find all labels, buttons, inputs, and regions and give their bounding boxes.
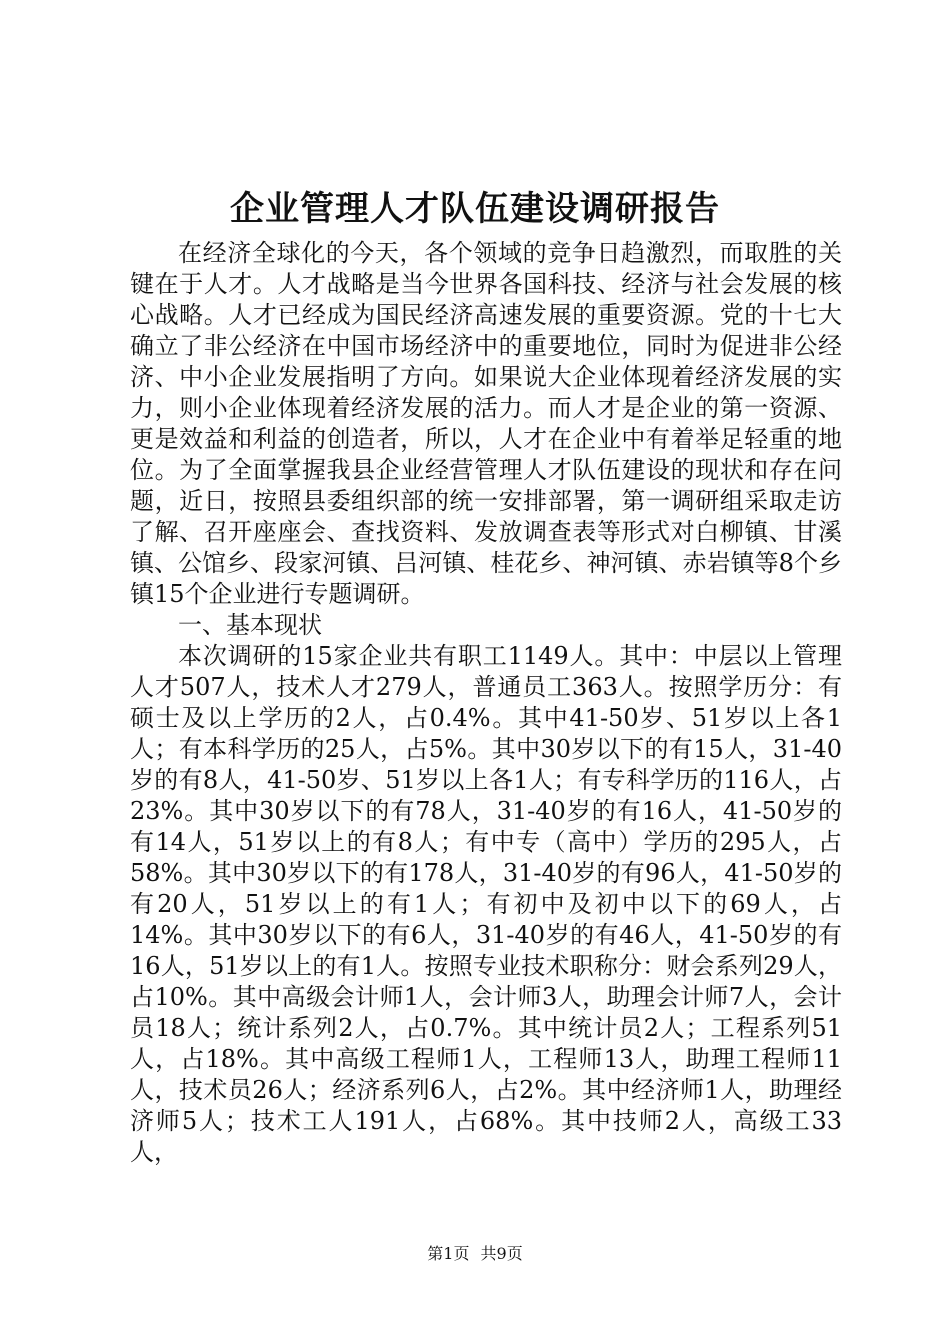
section-heading-basic-status: 一、基本现状 xyxy=(178,611,322,639)
document-title: 企业管理人才队伍建设调研报告 xyxy=(230,189,720,229)
page-number: 第1页 xyxy=(427,1244,470,1263)
intro-paragraph: 在经济全球化的今天，各个领域的竞争日趋激烈，而取胜的关键在于人才。人才战略是当今世界各国科技、经济与社会发展的核心战略。人才已经成为国民经济高速发展的重要资源。党的十七大确立了非公经济在中国市场经济中的重要地位，同时为促进非公经济、中小企业发展指明了方向。如果说大企业体现着经济发展的实力，则小企业体现着经济发展的活力。而人才是企业的第一资源、更是效益和利益的创造者，所以，人才在企业中有着举足轻重的地位。为了全面掌握我县企业经营管理人才队伍建设的现状和存在问题，近日，按照县委组织部的统一安排部署，第一调研组采取走访了解、召开座座会、查找资料、发放调查表等形式对白柳镇、甘溪镇、公馆乡、段家河镇、吕河镇、桂花乡、神河镇、赤岩镇等8个乡镇15个企业进行专题调研。 xyxy=(130,239,842,608)
document-body xyxy=(130,238,842,1168)
page-footer xyxy=(0,1242,950,1266)
statistics-paragraph: 本次调研的15家企业共有职工1149人。其中：中层以上管理人才507人，技术人才279人，普通员工363人。按照学历分：有硕士及以上学历的2人，占0.4%。其中41-50岁、51岁以上各1人；有本科学历的25人，占5%。其中30岁以下的有15人，31-40岁的有8人，41-50岁、51岁以上各1人；有专科学历的116人，占23%。其中30岁以下的有78人，31-40岁的有16人，41-50岁的有14人，51岁以上的有8人；有中专（高中）学历的295人，占58%。其中30岁以下的有178人，31-40岁的有96人，41-50岁的有20人，51岁以上的有1人；有初中及初中以下的69人，占14%。其中30岁以下的有6人，31-40岁的有46人，41-50岁的有16人，51岁以上的有1人。按照专业技术职称分：财会系列29人，占10%。其中高级会计师1人，会计师3人，助理会计师7人，会计员18人；统计系列2人，占0.7%。其中统计员2人；工程系列51人，占18%。其中高级工程师1人，工程师13人，助理工程师11人，技术员26人；经济系列6人，占2%。其中经济师1人，助理经济师5人；技术工人191人，占68%。其中技师2人，高级工33人， xyxy=(130,642,842,1166)
page-total: 共9页 xyxy=(480,1244,523,1263)
